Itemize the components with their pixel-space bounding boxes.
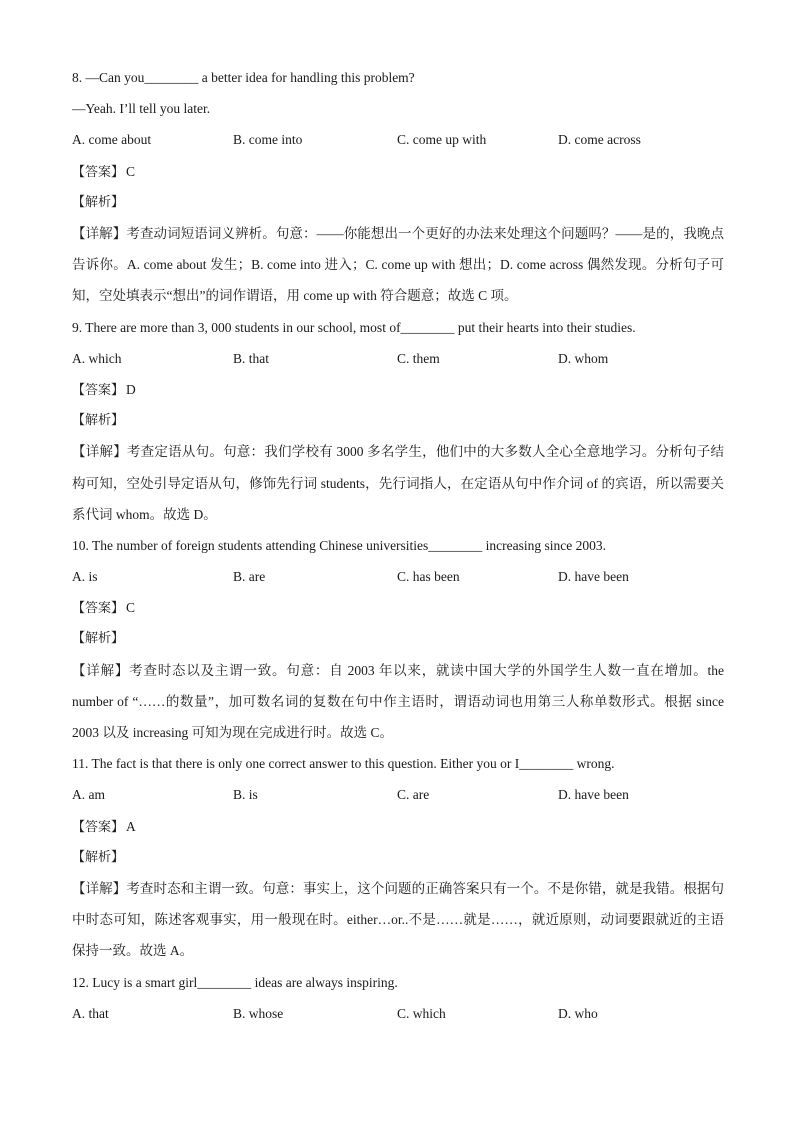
question-11-options — [72, 779, 724, 810]
option-a: A. which — [72, 350, 122, 366]
option-c: C. has been — [397, 569, 460, 585]
option-a: A. that — [72, 1005, 109, 1021]
question-10-answer — [72, 592, 724, 623]
question-11-analysis-label: 【解析】 — [72, 849, 125, 865]
option-d: D. have been — [558, 569, 629, 585]
answer-label: 【答案】 — [72, 382, 125, 398]
option-a: A. come about — [72, 132, 152, 148]
answer-value: C — [126, 600, 136, 616]
option-c: C. which — [397, 1005, 446, 1021]
option-d: D. come across — [558, 132, 641, 148]
question-8-detail: 【详解】考查动词短语词义辨析。句意：——你能想出一个更好的办法来处理这个问题吗？——是的，我晚点告诉你。A. come about 发生；B. come into 进入；C. come up with 想出；D. come across 偶然发现。分析句子可知，空处填表示“想出”的词作谓语，用 come up with 符合题意；故选 C 项。 — [72, 225, 724, 304]
option-d: D. have been — [558, 787, 629, 803]
question-12-options — [72, 998, 724, 1029]
question-8-analysis-label: 【解析】 — [72, 194, 125, 210]
question-10-detail: 【详解】考查时态以及主谓一致。句意：自 2003 年以来，就读中国大学的外国学生人数一直在增加。the number of “……的数量”，加可数名词的复数在句中作主语时，谓语动词也用第三人称单数形式。根据 since 2003 以及 increasing 可知为现在完成进行时。故选 C。 — [72, 662, 724, 741]
answer-value: A — [126, 818, 136, 834]
question-9-answer — [72, 374, 724, 405]
option-b: B. come into — [233, 132, 303, 148]
option-c: C. come up with — [397, 132, 487, 148]
question-8-response: —Yeah. I’ll tell you later. — [72, 101, 211, 117]
question-8-options — [72, 124, 724, 155]
question-10-analysis-label: 【解析】 — [72, 631, 125, 647]
question-10-options — [72, 561, 724, 592]
option-d: D. who — [558, 1005, 598, 1021]
option-b: B. is — [233, 787, 258, 803]
question-10-stem: 10. The number of foreign students attending Chinese universities________ increasing since 2003. — [72, 537, 607, 553]
question-11-stem: 11. The fact is that there is only one correct answer to this question. Either you or I________ wrong. — [72, 756, 615, 772]
option-a: A. is — [72, 569, 98, 585]
option-c: C. are — [397, 787, 430, 803]
answer-label: 【答案】 — [72, 819, 125, 835]
option-b: B. whose — [233, 1005, 284, 1021]
option-d: D. whom — [558, 350, 609, 366]
question-9-options — [72, 343, 724, 374]
option-b: B. are — [233, 569, 266, 585]
question-page — [72, 62, 724, 1029]
option-c: C. them — [397, 350, 440, 366]
question-11-detail: 【详解】考查时态和主谓一致。句意：事实上，这个问题的正确答案只有一个。不是你错，就是我错。根据句中时态可知，陈述客观事实，用一般现在时。either…or..不是……就是……，就近原则，动词要跟就近的主语保持一致。故选 A。 — [72, 881, 724, 959]
question-8-stem: 8. —Can you________ a better idea for handling this problem? — [72, 70, 415, 85]
answer-value: C — [126, 163, 136, 179]
option-b: B. that — [233, 350, 269, 366]
question-12-stem: 12. Lucy is a smart girl________ ideas are always inspiring. — [72, 974, 398, 990]
question-11-answer — [72, 811, 724, 842]
question-9-analysis-label: 【解析】 — [72, 413, 125, 429]
question-9-detail: 【详解】考查定语从句。句意：我们学校有 3000 多名学生，他们中的大多数人全心全意地学习。分析句子结构可知，空处引导定语从句，修饰先行词 students，先行词指人，在定语从句中作介词 of 的宾语，所以需要关系代词 whom。故选 D。 — [72, 444, 724, 522]
question-9-stem: 9. There are more than 3, 000 students in our school, most of________ put their hearts into their studies. — [72, 319, 636, 335]
answer-label: 【答案】 — [72, 601, 125, 617]
answer-label: 【答案】 — [72, 164, 125, 180]
option-a: A. am — [72, 787, 105, 803]
question-8-answer — [72, 156, 724, 187]
answer-value: D — [126, 381, 136, 397]
